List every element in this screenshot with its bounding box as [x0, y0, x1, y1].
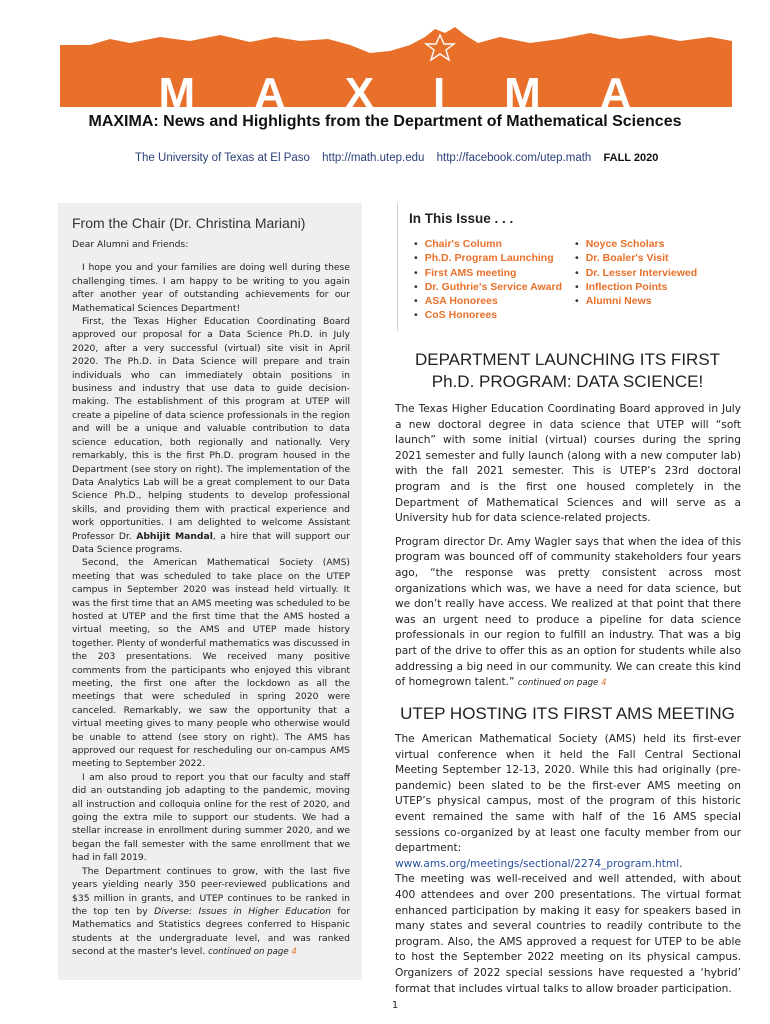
newsletter-subline — [135, 152, 735, 164]
paragraph: I am also proud to report you that our faculty and staff did an outstanding job adapting to the pandemic, moving all instruction and colloquia online for the rest of 2020, and going the extra mile to support our students. We had a stellar increase in enrollment during summer 2020, and we began the fall semester with the same enrollment that we had in fall 2019. — [72, 771, 350, 864]
article-heading: UTEP HOSTING ITS FIRST AMS MEETING — [400, 704, 735, 723]
paragraph-text: . — [679, 857, 683, 870]
paragraph-text: for Mathematics and Statistics degrees conferred to Hispanic students at the undergraduate level, and was ranked second at the master's level. — [72, 905, 350, 958]
heading-line: DEPARTMENT LAUNCHING ITS FIRST — [414, 350, 721, 369]
page-number: 1 — [391, 1000, 399, 1011]
salutation: Dear Alumni and Friends: — [72, 239, 189, 250]
person-name: Abhijit Mandal — [136, 530, 213, 542]
publication-name: Diverse: Issues in Higher Education — [154, 905, 331, 917]
issue-item[interactable]: • Dr. Lesser Interviewed — [575, 266, 698, 279]
issue-item[interactable]: • Inflection Points — [575, 280, 668, 293]
paragraph: The Texas Higher Education Coordinating Board approved in July a new doctoral degree in data science that UTEP will “soft launch” with some initial (virtual) courses during the spring 2021 semester and fully launch (along with a new computer lab) with the fall 2021 semester. This is UTEP’s 23rd doctoral program and is the first one housed completely in the Department of Mathematical Sciences and will serve as a University hub for data science-related projects. — [395, 403, 741, 525]
issue-item[interactable]: • Noyce Scholars — [575, 238, 665, 250]
banner-letter: I — [433, 69, 448, 118]
paragraph: I hope you and your families are doing well during these challenging times. I am happy to be writing to you again after another year of outstanding achievements for our Mathematical Sciences Department! — [72, 262, 350, 314]
article-body — [395, 732, 741, 997]
banner-letter: A — [254, 69, 288, 118]
issue-list-left — [414, 237, 562, 323]
paragraph: The meeting was well-received and well attended, with about 400 attendees and over 200 presentations. The virtual format enhanced participation by making it easy for speakers based in many states and several countries to readily contribute to the program. Also, the AMS approved a request for UTEP to be able to host the September 2022 meeting on its physical campus. Organizers of 2022 special sessions have requested a ‘hybrid’ format that includes virtual talks to allow broader participation. — [395, 873, 741, 995]
paragraph: Second, the American Mathematical Society (AMS) meeting that was scheduled to take place on the UTEP campus in September 2020 was instead held virtually. It was the first time that an AMS meeting was scheduled to be hosted at UTEP and the first time that the AMS hosted a virtual meeting, so the AMS and UTEP made history together. Plenty of wonderful mathematics was discussed in the 203 presentations. We received many positive comments from the participants who enjoyed this vibrant meeting, the first one after the lockdown as all the meetings that were scheduled in spring 2020 were canceled. Remarkably, we saw the opportunity that a virtual meeting gives to many people who otherwise would be unable to attend (see story on right). The AMS has approved our request for rescheduling our on-campus AMS meeting to September 2022. — [72, 557, 350, 770]
continued-page: 4 — [291, 947, 297, 958]
continued-note[interactable] — [518, 678, 607, 688]
paragraph — [395, 535, 741, 692]
issue-item[interactable]: • Chair's Column — [414, 238, 502, 250]
banner-title — [60, 69, 732, 119]
chair-column-title: From the Chair (Dr. Christina Mariani) — [72, 215, 306, 231]
article-heading — [395, 349, 740, 393]
paragraph-text: Program director Dr. Amy Wagler says that when the idea of this program was bounced off of community stakeholders four years ago, “the response was pretty consistent across most organizations which was, we have a need for data science, but we don’t really have access. We realized at that point that there was an urgent need to produce a pipeline for data science professionals in our region to fulfill an industry. That was a big part of the drive to offer this as an option for students while also addressing a big need in our community. We can create this kind of homegrown talent.” — [395, 535, 741, 689]
program-link[interactable]: www.ams.org/meetings/sectional/2274_program.html — [395, 857, 680, 870]
paragraph — [72, 865, 350, 960]
paragraph — [395, 732, 741, 872]
chair-column-body — [72, 238, 350, 960]
issue-item[interactable]: • Ph.D. Program Launching — [414, 252, 554, 265]
issue-item[interactable]: • First AMS meeting — [414, 266, 517, 279]
article-body — [395, 402, 741, 692]
issue-item[interactable]: • Alumni News — [575, 295, 652, 308]
maxima-banner — [60, 15, 732, 118]
continued-page: 4 — [601, 678, 607, 689]
issue-list-right — [575, 237, 697, 308]
university-name: The University of Texas at El Paso — [135, 152, 310, 164]
in-this-issue — [397, 203, 742, 331]
paragraph-text: The American Mathematical Society (AMS) held its first-ever virtual conference when it held the Fall Central Sectional Meeting September 12-13, 2020. While this had originally (pre-pandemic) been slated to be the first-ever AMS meeting on UTEP’s physical campus, most of the program of this historic event remained the same with half of the 16 AMS special sessions co-organized by at least one faculty member from our department: — [395, 733, 741, 855]
paragraph-text: , a hire that will support our Data Science programs. — [72, 530, 350, 555]
banner-letter: M — [158, 69, 198, 118]
continued-label: continued on page — [517, 678, 599, 689]
continued-note[interactable] — [208, 947, 297, 957]
heading-line: Ph.D. PROGRAM: DATA SCIENCE! — [431, 372, 704, 391]
continued-label: continued on page — [208, 947, 289, 958]
issue-item[interactable]: • CoS Honorees — [414, 309, 498, 322]
issue-item[interactable]: • Dr. Boaler's Visit — [575, 252, 669, 265]
paragraph-text: First, the Texas Higher Education Coordinating Board approved our proposal for a Data Science Ph.D. in July 2020, after a very successful (virtual) site visit in April 2020. The Ph.D. in Data Science will prepare and train individuals who can immediately obtain positions in business and industry that use data to guide decision-making. The establishment of this program at UTEP will create a pipeline of data science professionals in the region and will be a unique and valuable contribution to data science education, both regionally and nationally. Very remarkably, this is the first Ph.D. program housed in the Department (see story on right). The implementation of the Data Analytics Lab will be a great complement to our Data Science Ph.D., helping students to develop professional skills, and providing them with practical experience and work opportunities. I am delighted to welcome Assistant Professor Dr. — [72, 316, 350, 542]
website-link[interactable]: http://math.utep.edu — [322, 152, 425, 164]
facebook-link[interactable]: http://facebook.com/utep.math — [436, 152, 592, 164]
term-label: FALL 2020 — [603, 152, 659, 164]
newsletter-title: MAXIMA: News and Highlights from the Department of Mathematical Sciences — [88, 113, 682, 130]
issue-item[interactable]: • ASA Honorees — [414, 295, 498, 308]
banner-letter: A — [599, 69, 634, 118]
chair-column — [58, 203, 362, 980]
issue-title: In This Issue . . . — [409, 211, 514, 226]
paragraph — [72, 315, 350, 556]
banner-letter: M — [504, 69, 543, 118]
paragraph-text: The Department continues to grow, with the last five years yielding nearly 350 peer-reviewed publications and $35 million in grants, and UTEP continues to be ranked in the top ten by — [72, 865, 350, 917]
banner-letter: X — [344, 69, 377, 118]
issue-item[interactable]: • Dr. Guthrie's Service Award — [414, 280, 562, 293]
